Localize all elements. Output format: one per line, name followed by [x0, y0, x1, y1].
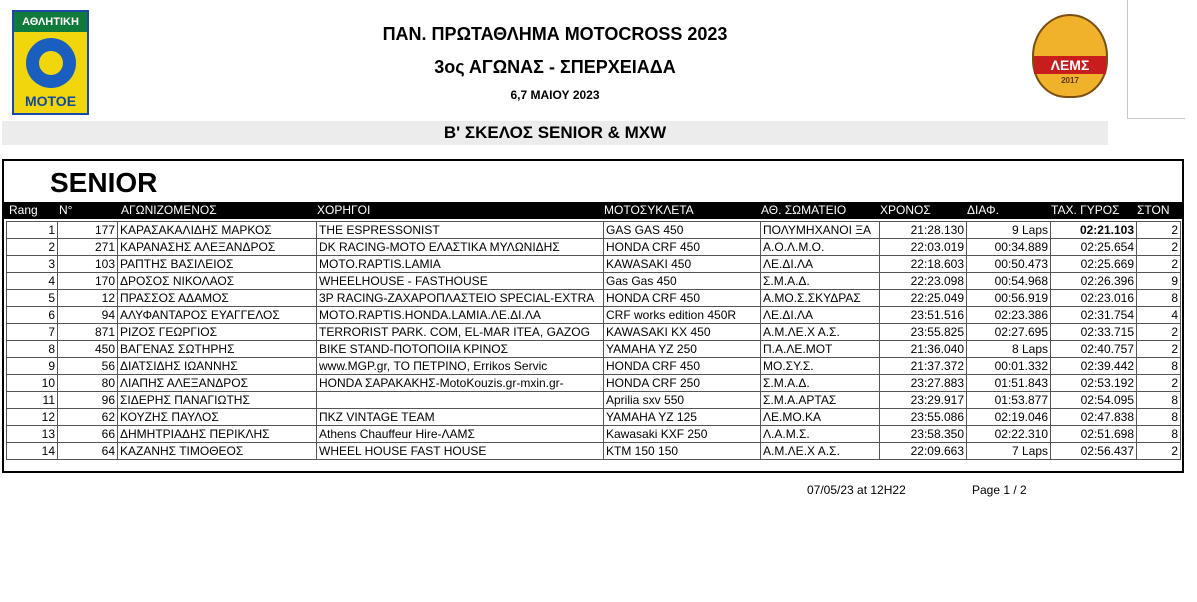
cell-lap: 2 — [1137, 443, 1181, 460]
cell-rank: 6 — [7, 307, 58, 324]
cell-time: 23:55.086 — [880, 409, 967, 426]
cell-best: 02:53.192 — [1051, 375, 1137, 392]
cell-time: 23:29.917 — [880, 392, 967, 409]
cell-time: 23:51.516 — [880, 307, 967, 324]
cell-bike: KAWASAKI KX 450 — [604, 324, 761, 341]
cell-sponsor: MOTO.RAPTIS.LAMIA — [317, 256, 604, 273]
cell-rank: 3 — [7, 256, 58, 273]
cell-lap: 9 — [1137, 273, 1181, 290]
results-panel — [2, 159, 1184, 473]
cell-rank: 14 — [7, 443, 58, 460]
cell-diff: 00:01.332 — [967, 358, 1051, 375]
cell-lap: 8 — [1137, 426, 1181, 443]
cell-rider: ΣΙΔΕΡΗΣ ΠΑΝΑΓΙΩΤΗΣ — [118, 392, 317, 409]
cell-diff: 02:22.310 — [967, 426, 1051, 443]
cell-rank: 10 — [7, 375, 58, 392]
col-rank: Rang — [9, 203, 38, 217]
cell-num: 12 — [58, 290, 118, 307]
cell-club: Π.Α.ΛΕ.ΜΟΤ — [761, 341, 880, 358]
cell-num: 66 — [58, 426, 118, 443]
cell-best: 02:39.442 — [1051, 358, 1137, 375]
cell-sponsor: WHEEL HOUSE FAST HOUSE — [317, 443, 604, 460]
cell-num: 94 — [58, 307, 118, 324]
cell-best: 02:21.103 — [1051, 222, 1137, 239]
cell-club: ΠΟΛΥΜΗΧΑΝΟΙ ΞΑ — [761, 222, 880, 239]
cell-bike: YAMAHA YZ 250 — [604, 341, 761, 358]
col-rider: ΑΓΩΝΙΖΟΜΕΝΟΣ — [121, 203, 217, 217]
cell-club: Σ.Μ.Α.ΑΡΤΑΣ — [761, 392, 880, 409]
cell-num: 80 — [58, 375, 118, 392]
col-bike: ΜΟΤΟΣΥΚΛΕΤΑ — [604, 203, 694, 217]
results-table — [6, 221, 1181, 460]
cell-bike: Gas Gas 450 — [604, 273, 761, 290]
cell-diff: 00:56.919 — [967, 290, 1051, 307]
cell-sponsor: HONDA ΣΑΡΑΚΑΚΗΣ-MotoKouzis.gr-mxin.gr- — [317, 375, 604, 392]
logo-left-top-text: ΑΘΛΗΤΙΚΗ — [14, 12, 87, 32]
cell-rider: ΚΑΡΑΣΑΚΑΛΙΔΗΣ ΜΑΡΚΟΣ — [118, 222, 317, 239]
cell-best: 02:31.754 — [1051, 307, 1137, 324]
cell-sponsor: ΠΚΖ VINTAGE TEAM — [317, 409, 604, 426]
table-row — [7, 409, 1181, 426]
cell-diff: 02:19.046 — [967, 409, 1051, 426]
cell-rider: ΔΙΑΤΣΙΔΗΣ ΙΩΑΝΝΗΣ — [118, 358, 317, 375]
printed-timestamp: 07/05/23 at 12H22 — [807, 483, 906, 497]
table-row — [7, 290, 1181, 307]
cell-diff: 00:50.473 — [967, 256, 1051, 273]
cell-num: 62 — [58, 409, 118, 426]
logo-left-bottom-text: ΜΟΤΟΕ — [24, 93, 77, 109]
cell-club: Σ.Μ.Α.Δ. — [761, 375, 880, 392]
cell-sponsor: THE ESPRESSONIST — [317, 222, 604, 239]
cell-time: 21:36.040 — [880, 341, 967, 358]
cell-bike: YAMAHA YZ 125 — [604, 409, 761, 426]
cell-time: 22:23.098 — [880, 273, 967, 290]
cell-time: 23:58.350 — [880, 426, 967, 443]
cell-sponsor: DK RACING-MOTO ΕΛΑΣΤΙΚΑ ΜΥΛΩΝΙΔΗΣ — [317, 239, 604, 256]
cell-rider: ΔΗΜΗΤΡΙΑΔΗΣ ΠΕΡΙΚΛΗΣ — [118, 426, 317, 443]
cell-best: 02:33.715 — [1051, 324, 1137, 341]
cell-sponsor: www.MGP.gr, ΤΟ ΠΕΤΡΙΝΟ, Errikos Servic — [317, 358, 604, 375]
cell-lap: 2 — [1137, 222, 1181, 239]
cell-rider: ΚΑΡΑΝΑΣΗΣ ΑΛΕΞΑΝΔΡΟΣ — [118, 239, 317, 256]
cell-sponsor: MOTO.RAPTIS.HONDA.LAMIA.ΛΕ.ΔΙ.ΛΑ — [317, 307, 604, 324]
cell-rank: 5 — [7, 290, 58, 307]
col-best-lap: ΤΑΧ. ΓΥΡΟΣ — [1051, 203, 1120, 217]
cell-club: Α.Μ.ΛΕ.Χ Α.Σ. — [761, 324, 880, 341]
col-lap: ΣΤΟΝ — [1137, 203, 1170, 217]
cell-lap: 2 — [1137, 375, 1181, 392]
page-number: Page 1 / 2 — [972, 483, 1027, 497]
table-row — [7, 358, 1181, 375]
cell-best: 02:56.437 — [1051, 443, 1137, 460]
cell-bike: GAS GAS 450 — [604, 222, 761, 239]
cell-sponsor: TERRORIST PARK. COM, EL-MAR ITEA, GAZOG — [317, 324, 604, 341]
cell-bike: HONDA CRF 450 — [604, 358, 761, 375]
cell-lap: 2 — [1137, 341, 1181, 358]
cell-lap: 2 — [1137, 324, 1181, 341]
col-sponsor: ΧΟΡΗΓΟΙ — [317, 203, 371, 217]
cell-rider: ΒΑΓΕΝΑΣ ΣΩΤΗΡΗΣ — [118, 341, 317, 358]
cell-club: Α.Μ.ΛΕ.Χ Α.Σ. — [761, 443, 880, 460]
cell-time: 22:25.049 — [880, 290, 967, 307]
cell-club: ΛΕ.ΔΙ.ΛΑ — [761, 256, 880, 273]
cell-rider: ΡΙΖΟΣ ΓΕΩΡΓΙΟΣ — [118, 324, 317, 341]
cell-lap: 8 — [1137, 392, 1181, 409]
cell-diff: 00:34.889 — [967, 239, 1051, 256]
cell-club: Σ.Μ.Α.Δ. — [761, 273, 880, 290]
cell-rank: 12 — [7, 409, 58, 426]
table-row — [7, 392, 1181, 409]
col-club: ΑΘ. ΣΩΜΑΤΕΙΟ — [761, 203, 847, 217]
cell-bike: Aprilia sxv 550 — [604, 392, 761, 409]
col-number: N° — [59, 203, 73, 217]
cell-rider: ΡΑΠΤΗΣ ΒΑΣΙΛΕΙΟΣ — [118, 256, 317, 273]
cell-rider: ΔΡΟΣΟΣ ΝΙΚΟΛΑΟΣ — [118, 273, 317, 290]
cell-club: ΛΕ.ΜΟ.ΚΑ — [761, 409, 880, 426]
cell-club: Λ.Α.Μ.Σ. — [761, 426, 880, 443]
cell-num: 450 — [58, 341, 118, 358]
cell-diff: 01:53.877 — [967, 392, 1051, 409]
cell-best: 02:25.669 — [1051, 256, 1137, 273]
cell-rider: ΚΑΖΑΝΗΣ ΤΙΜΟΘΕΟΣ — [118, 443, 317, 460]
cell-bike: KAWASAKI 450 — [604, 256, 761, 273]
cell-lap: 8 — [1137, 409, 1181, 426]
cell-diff: 02:27.695 — [967, 324, 1051, 341]
championship-title: ΠΑΝ. ΠΡΩΤΑΘΛΗΜΑ MOTOCROSS 2023 — [382, 24, 728, 44]
cell-club: Α.Ο.Λ.Μ.Ο. — [761, 239, 880, 256]
cell-rank: 11 — [7, 392, 58, 409]
table-row — [7, 341, 1181, 358]
cell-best: 02:54.095 — [1051, 392, 1137, 409]
cell-club: ΜΟ.ΣΥ.Σ. — [761, 358, 880, 375]
cell-diff: 01:51.843 — [967, 375, 1051, 392]
cell-time: 22:03.019 — [880, 239, 967, 256]
cell-diff: 02:23.386 — [967, 307, 1051, 324]
cell-num: 170 — [58, 273, 118, 290]
cell-rank: 8 — [7, 341, 58, 358]
cell-bike: HONDA CRF 250 — [604, 375, 761, 392]
cell-rank: 7 — [7, 324, 58, 341]
cell-lap: 4 — [1137, 307, 1181, 324]
cell-num: 96 — [58, 392, 118, 409]
cell-club: ΛΕ.ΔΙ.ΛΑ — [761, 307, 880, 324]
cell-club: Α.ΜΟ.Σ.ΣΚΥΔΡΑΣ — [761, 290, 880, 307]
cell-num: 103 — [58, 256, 118, 273]
col-time: ΧΡΟΝΟΣ — [880, 203, 931, 217]
cell-time: 22:18.603 — [880, 256, 967, 273]
cell-diff: 00:54.968 — [967, 273, 1051, 290]
table-row — [7, 426, 1181, 443]
cell-lap: 2 — [1137, 239, 1181, 256]
table-row — [7, 375, 1181, 392]
cell-num: 64 — [58, 443, 118, 460]
cell-best: 02:25.654 — [1051, 239, 1137, 256]
cell-sponsor: 3P RACING-ΖΑΧΑΡΟΠΛΑΣΤΕΙΟ SPECIAL-EXTRA — [317, 290, 604, 307]
table-row — [7, 307, 1181, 324]
cell-rank: 2 — [7, 239, 58, 256]
cell-diff: 9 Laps — [967, 222, 1051, 239]
divider — [1127, 0, 1128, 118]
results-header — [4, 202, 1182, 219]
col-diff: ΔΙΑΦ. — [967, 203, 999, 217]
cell-sponsor: Athens Chauffeur Hire-ΛΑΜΣ — [317, 426, 604, 443]
cell-num: 871 — [58, 324, 118, 341]
table-row — [7, 324, 1181, 341]
cell-sponsor — [317, 392, 604, 409]
table-row — [7, 256, 1181, 273]
cell-num: 271 — [58, 239, 118, 256]
cell-rank: 1 — [7, 222, 58, 239]
cell-rider: ΠΡΑΣΣΟΣ ΑΔΑΜΟΣ — [118, 290, 317, 307]
cell-lap: 2 — [1137, 256, 1181, 273]
table-row — [7, 273, 1181, 290]
table-row — [7, 239, 1181, 256]
cell-lap: 8 — [1137, 290, 1181, 307]
cell-time: 21:28.130 — [880, 222, 967, 239]
section-title: Β' ΣΚΕΛΟΣ SENIOR & MXW — [2, 121, 1108, 145]
cell-num: 177 — [58, 222, 118, 239]
cell-diff: 8 Laps — [967, 341, 1051, 358]
cell-rider: ΚΟΥΖΗΣ ΠΑΥΛΟΣ — [118, 409, 317, 426]
cell-bike: KTM 150 150 — [604, 443, 761, 460]
cell-time: 23:27.883 — [880, 375, 967, 392]
cell-rider: ΛΙΑΠΗΣ ΑΛΕΞΑΝΔΡΟΣ — [118, 375, 317, 392]
cell-best: 02:47.838 — [1051, 409, 1137, 426]
cell-sponsor: WHEELHOUSE - FASTHOUSE — [317, 273, 604, 290]
cell-best: 02:51.698 — [1051, 426, 1137, 443]
cell-num: 56 — [58, 358, 118, 375]
race-date: 6,7 ΜΑΙΟΥ 2023 — [510, 88, 600, 102]
cell-time: 23:55.825 — [880, 324, 967, 341]
cell-best: 02:26.396 — [1051, 273, 1137, 290]
cell-rider: ΑΛΥΦΑΝΤΑΡΟΣ ΕΥΑΓΓΕΛΟΣ — [118, 307, 317, 324]
cell-lap: 8 — [1137, 358, 1181, 375]
table-row — [7, 443, 1181, 460]
cell-best: 02:40.757 — [1051, 341, 1137, 358]
cell-best: 02:23.016 — [1051, 290, 1137, 307]
race-title: 3ος ΑΓΩΝΑΣ - ΣΠΕΡΧΕΙΑΔΑ — [434, 57, 676, 77]
cell-bike: Kawasaki KXF 250 — [604, 426, 761, 443]
divider — [1127, 118, 1185, 119]
cell-time: 22:09.663 — [880, 443, 967, 460]
lems-year: 2017 — [1061, 76, 1079, 85]
category-title: SENIOR — [50, 167, 158, 198]
cell-rank: 13 — [7, 426, 58, 443]
cell-bike: HONDA CRF 450 — [604, 239, 761, 256]
cell-rank: 9 — [7, 358, 58, 375]
cell-sponsor: BIKE STAND-ΠΟΤΟΠΟΙΙΑ ΚΡΙΝΟΣ — [317, 341, 604, 358]
cell-time: 21:37.372 — [880, 358, 967, 375]
lems-banner: ΛΕΜΣ — [1034, 56, 1106, 74]
cell-diff: 7 Laps — [967, 443, 1051, 460]
cell-rank: 4 — [7, 273, 58, 290]
table-row — [7, 222, 1181, 239]
cell-bike: CRF works edition 450R — [604, 307, 761, 324]
cell-bike: HONDA CRF 450 — [604, 290, 761, 307]
